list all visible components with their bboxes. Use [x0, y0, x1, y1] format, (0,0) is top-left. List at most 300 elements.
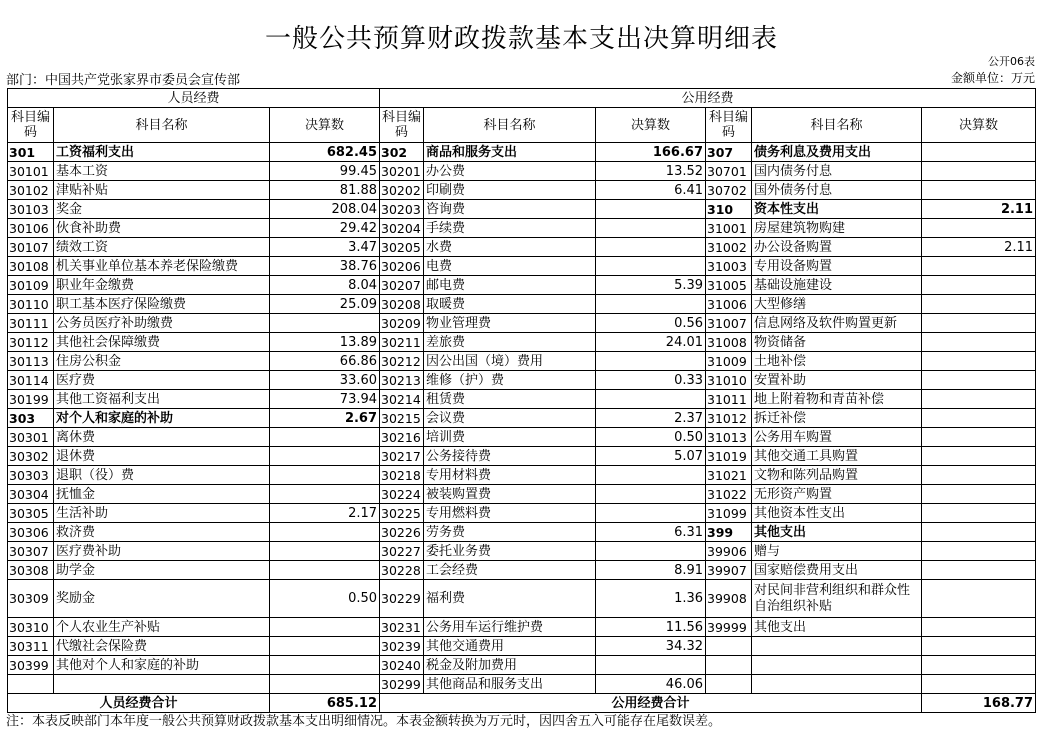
cell-name: 生活补助 [54, 504, 270, 523]
cell-amount [922, 523, 1036, 542]
cell-code: 301 [8, 143, 54, 162]
cell-name: 福利费 [424, 580, 596, 618]
cell-amount [270, 656, 380, 675]
cell-name: 伙食补助费 [54, 219, 270, 238]
cell-code [706, 656, 752, 675]
cell-name: 国家赔偿费用支出 [752, 561, 922, 580]
cell-code: 30228 [380, 561, 424, 580]
cell-amount: 2.11 [922, 238, 1036, 257]
cell-code: 31013 [706, 428, 752, 447]
table-row [8, 257, 1036, 276]
cell-amount [922, 314, 1036, 333]
cell-amount [922, 618, 1036, 637]
cell-amount [596, 238, 706, 257]
cell-amount: 2.67 [270, 409, 380, 428]
cell-name: 电费 [424, 257, 596, 276]
cell-name: 差旅费 [424, 333, 596, 352]
unit-label: 金额单位：万元 [950, 71, 1035, 85]
cell-name: 委托业务费 [424, 542, 596, 561]
cell-code: 30226 [380, 523, 424, 542]
cell-amount [270, 675, 380, 694]
cell-name: 退职（役）费 [54, 466, 270, 485]
cell-amount [596, 200, 706, 219]
cell-name: 专用燃料费 [424, 504, 596, 523]
cell-amount: 34.32 [596, 637, 706, 656]
cell-name: 信息网络及软件购置更新 [752, 314, 922, 333]
cell-name: 基础设施建设 [752, 276, 922, 295]
cell-code: 302 [380, 143, 424, 162]
cell-code: 30310 [8, 618, 54, 637]
cell-amount: 8.04 [270, 276, 380, 295]
cell-code: 30101 [8, 162, 54, 181]
cell-amount: 0.56 [596, 314, 706, 333]
cell-amount [922, 257, 1036, 276]
public-group-header: 公用经费 [380, 89, 1036, 108]
cell-code: 30211 [380, 333, 424, 352]
cell-name: 职工基本医疗保险缴费 [54, 295, 270, 314]
cell-amount [922, 504, 1036, 523]
cell-name [752, 637, 922, 656]
cell-code [706, 675, 752, 694]
code-header: 科目编码 [8, 108, 54, 143]
table-row [8, 485, 1036, 504]
table-row [8, 295, 1036, 314]
cell-name: 基本工资 [54, 162, 270, 181]
cell-name: 培训费 [424, 428, 596, 447]
cell-name: 助学金 [54, 561, 270, 580]
cell-name: 租赁费 [424, 390, 596, 409]
cell-name: 专用设备购置 [752, 257, 922, 276]
cell-amount: 2.11 [922, 200, 1036, 219]
cell-amount: 66.86 [270, 352, 380, 371]
cell-code: 30303 [8, 466, 54, 485]
cell-code: 30215 [380, 409, 424, 428]
cell-name: 救济费 [54, 523, 270, 542]
cell-amount [596, 542, 706, 561]
expenditure-table [7, 88, 1036, 713]
cell-name: 离休费 [54, 428, 270, 447]
cell-code: 30224 [380, 485, 424, 504]
cell-code: 39908 [706, 580, 752, 618]
cell-name: 税金及附加费用 [424, 656, 596, 675]
cell-amount [922, 295, 1036, 314]
cell-name: 个人农业生产补贴 [54, 618, 270, 637]
cell-code: 31021 [706, 466, 752, 485]
cell-amount [270, 542, 380, 561]
cell-name: 医疗费 [54, 371, 270, 390]
cell-code: 31022 [706, 485, 752, 504]
cell-name: 劳务费 [424, 523, 596, 542]
cell-code: 30309 [8, 580, 54, 618]
cell-name: 维修（护）费 [424, 371, 596, 390]
table-row [8, 314, 1036, 333]
cell-code: 31011 [706, 390, 752, 409]
cell-amount: 25.09 [270, 295, 380, 314]
cell-amount: 33.60 [270, 371, 380, 390]
cell-code: 307 [706, 143, 752, 162]
cell-name: 其他社会保障缴费 [54, 333, 270, 352]
cell-code: 30218 [380, 466, 424, 485]
cell-amount [922, 219, 1036, 238]
cell-code: 30213 [380, 371, 424, 390]
cell-code: 30209 [380, 314, 424, 333]
cell-amount [596, 352, 706, 371]
cell-name: 奖金 [54, 200, 270, 219]
cell-name: 工资福利支出 [54, 143, 270, 162]
cell-name [54, 675, 270, 694]
cell-name: 取暖费 [424, 295, 596, 314]
cell-name: 办公费 [424, 162, 596, 181]
cell-name: 代缴社会保险费 [54, 637, 270, 656]
cell-name: 其他对个人和家庭的补助 [54, 656, 270, 675]
cell-code: 30701 [706, 162, 752, 181]
cell-code: 30308 [8, 561, 54, 580]
cell-amount [922, 390, 1036, 409]
table-row [8, 447, 1036, 466]
cell-code: 30217 [380, 447, 424, 466]
cell-amount: 46.06 [596, 675, 706, 694]
amount-header: 决算数 [922, 108, 1036, 143]
cell-amount: 2.17 [270, 504, 380, 523]
footnote: 注：本表反映部门本年度一般公共预算财政拨款基本支出明细情况。本表金额转换为万元时，因四舍五入可能存在尾数误差。 [6, 714, 722, 729]
cell-name: 水费 [424, 238, 596, 257]
cell-amount [922, 447, 1036, 466]
cell-code: 31010 [706, 371, 752, 390]
cell-code: 30113 [8, 352, 54, 371]
cell-amount: 11.56 [596, 618, 706, 637]
table-row [8, 143, 1036, 162]
cell-code: 30240 [380, 656, 424, 675]
cell-amount: 2.37 [596, 409, 706, 428]
cell-amount [596, 656, 706, 675]
cell-code: 30306 [8, 523, 54, 542]
cell-name: 土地补偿 [752, 352, 922, 371]
cell-code: 399 [706, 523, 752, 542]
amount-header: 决算数 [270, 108, 380, 143]
cell-amount [922, 333, 1036, 352]
cell-code: 30216 [380, 428, 424, 447]
cell-amount [270, 618, 380, 637]
cell-amount: 166.67 [596, 143, 706, 162]
report-title: 一般公共预算财政拨款基本支出决算明细表 [264, 24, 778, 54]
cell-amount [922, 656, 1036, 675]
cell-code: 30212 [380, 352, 424, 371]
cell-code: 30302 [8, 447, 54, 466]
cell-amount: 99.45 [270, 162, 380, 181]
table-row [8, 656, 1036, 675]
cell-name: 绩效工资 [54, 238, 270, 257]
cell-name: 文物和陈列品购置 [752, 466, 922, 485]
table-row [8, 675, 1036, 694]
cell-code: 30103 [8, 200, 54, 219]
cell-name: 奖励金 [54, 580, 270, 618]
cell-name: 因公出国（境）费用 [424, 352, 596, 371]
table-row [8, 466, 1036, 485]
cell-amount [922, 409, 1036, 428]
cell-name: 国内债务付息 [752, 162, 922, 181]
cell-name: 工会经费 [424, 561, 596, 580]
cell-name: 其他交通工具购置 [752, 447, 922, 466]
table-row [8, 162, 1036, 181]
cell-amount: 13.89 [270, 333, 380, 352]
table-row [8, 618, 1036, 637]
cell-name: 公务用车运行维护费 [424, 618, 596, 637]
cell-code: 30205 [380, 238, 424, 257]
cell-amount [922, 276, 1036, 295]
cell-amount [922, 580, 1036, 618]
cell-name: 其他商品和服务支出 [424, 675, 596, 694]
cell-amount: 5.07 [596, 447, 706, 466]
table-row [8, 561, 1036, 580]
cell-code: 30206 [380, 257, 424, 276]
table-row [8, 428, 1036, 447]
cell-amount [922, 675, 1036, 694]
table-row [8, 276, 1036, 295]
cell-name: 退休费 [54, 447, 270, 466]
cell-amount [270, 428, 380, 447]
cell-name: 安置补助 [752, 371, 922, 390]
cell-name [752, 675, 922, 694]
cell-amount [922, 428, 1036, 447]
cell-amount [270, 447, 380, 466]
name-header: 科目名称 [54, 108, 270, 143]
cell-amount: 682.45 [270, 143, 380, 162]
cell-amount: 0.33 [596, 371, 706, 390]
cell-name: 职业年金缴费 [54, 276, 270, 295]
cell-amount [922, 143, 1036, 162]
table-row [8, 637, 1036, 656]
cell-amount [922, 162, 1036, 181]
cell-code: 30239 [380, 637, 424, 656]
cell-name: 大型修缮 [752, 295, 922, 314]
cell-code: 30214 [380, 390, 424, 409]
personnel-total-label: 人员经费合计 [8, 694, 270, 713]
cell-name: 手续费 [424, 219, 596, 238]
cell-amount: 0.50 [270, 580, 380, 618]
cell-name: 物资储备 [752, 333, 922, 352]
cell-amount [596, 485, 706, 504]
cell-amount [596, 466, 706, 485]
cell-amount [922, 466, 1036, 485]
cell-amount: 13.52 [596, 162, 706, 181]
cell-name: 赠与 [752, 542, 922, 561]
cell-code: 31002 [706, 238, 752, 257]
form-code: 公开06表 [988, 55, 1035, 68]
cell-amount [596, 295, 706, 314]
cell-amount: 3.47 [270, 238, 380, 257]
cell-code: 30299 [380, 675, 424, 694]
cell-name: 公务员医疗补助缴费 [54, 314, 270, 333]
name-header: 科目名称 [752, 108, 922, 143]
cell-name: 印刷费 [424, 181, 596, 200]
cell-code: 30202 [380, 181, 424, 200]
cell-code: 30112 [8, 333, 54, 352]
cell-name: 住房公积金 [54, 352, 270, 371]
column-header-row [8, 108, 1036, 143]
table-row [8, 409, 1036, 428]
cell-amount: 6.41 [596, 181, 706, 200]
cell-code: 30114 [8, 371, 54, 390]
cell-code: 39999 [706, 618, 752, 637]
cell-name: 国外债务付息 [752, 181, 922, 200]
table-row [8, 181, 1036, 200]
cell-code [706, 637, 752, 656]
cell-name [752, 656, 922, 675]
cell-amount: 8.91 [596, 561, 706, 580]
cell-name: 医疗费补助 [54, 542, 270, 561]
cell-name: 商品和服务支出 [424, 143, 596, 162]
cell-amount [922, 485, 1036, 504]
cell-code: 30201 [380, 162, 424, 181]
cell-code: 39906 [706, 542, 752, 561]
cell-name: 物业管理费 [424, 314, 596, 333]
cell-amount [270, 466, 380, 485]
cell-name: 房屋建筑物购建 [752, 219, 922, 238]
cell-code: 30203 [380, 200, 424, 219]
cell-name: 抚恤金 [54, 485, 270, 504]
cell-name: 专用材料费 [424, 466, 596, 485]
cell-name: 其他支出 [752, 618, 922, 637]
cell-code: 30110 [8, 295, 54, 314]
cell-amount [596, 390, 706, 409]
cell-amount [922, 542, 1036, 561]
table-row [8, 504, 1036, 523]
public-total-value: 168.77 [922, 694, 1036, 713]
cell-amount [922, 637, 1036, 656]
cell-amount [270, 561, 380, 580]
cell-amount [596, 504, 706, 523]
cell-amount [922, 352, 1036, 371]
cell-code: 30102 [8, 181, 54, 200]
cell-name: 咨询费 [424, 200, 596, 219]
cell-code: 30305 [8, 504, 54, 523]
cell-name: 机关事业单位基本养老保险缴费 [54, 257, 270, 276]
cell-amount: 5.39 [596, 276, 706, 295]
cell-code: 31008 [706, 333, 752, 352]
cell-amount: 208.04 [270, 200, 380, 219]
cell-code: 30107 [8, 238, 54, 257]
cell-amount [596, 219, 706, 238]
cell-amount [270, 314, 380, 333]
cell-name: 其他资本性支出 [752, 504, 922, 523]
cell-amount: 38.76 [270, 257, 380, 276]
cell-amount: 0.50 [596, 428, 706, 447]
cell-code: 31003 [706, 257, 752, 276]
personnel-group-header: 人员经费 [8, 89, 380, 108]
cell-amount: 73.94 [270, 390, 380, 409]
cell-amount: 1.36 [596, 580, 706, 618]
cell-code: 31099 [706, 504, 752, 523]
cell-code: 30231 [380, 618, 424, 637]
cell-code: 303 [8, 409, 54, 428]
cell-code: 30106 [8, 219, 54, 238]
cell-amount [922, 561, 1036, 580]
cell-name: 无形资产购置 [752, 485, 922, 504]
cell-code: 31009 [706, 352, 752, 371]
name-header: 科目名称 [424, 108, 596, 143]
cell-name: 会议费 [424, 409, 596, 428]
cell-code: 30311 [8, 637, 54, 656]
cell-code: 30204 [380, 219, 424, 238]
personnel-total-value: 685.12 [270, 694, 380, 713]
cell-name: 其他支出 [752, 523, 922, 542]
cell-name: 债务利息及费用支出 [752, 143, 922, 162]
cell-amount: 24.01 [596, 333, 706, 352]
cell-code: 30304 [8, 485, 54, 504]
cell-name: 其他工资福利支出 [54, 390, 270, 409]
cell-name: 其他交通费用 [424, 637, 596, 656]
cell-code: 30301 [8, 428, 54, 447]
cell-amount [596, 257, 706, 276]
code-header: 科目编码 [706, 108, 752, 143]
cell-name: 津贴补贴 [54, 181, 270, 200]
cell-code: 31005 [706, 276, 752, 295]
table-row [8, 352, 1036, 371]
table-row [8, 219, 1036, 238]
cell-amount [270, 637, 380, 656]
cell-name: 公务接待费 [424, 447, 596, 466]
cell-amount [922, 181, 1036, 200]
cell-amount: 29.42 [270, 219, 380, 238]
cell-code: 30208 [380, 295, 424, 314]
cell-name: 被装购置费 [424, 485, 596, 504]
cell-name: 资本性支出 [752, 200, 922, 219]
cell-amount [270, 523, 380, 542]
cell-name: 对民间非营利组织和群众性自治组织补贴 [752, 580, 922, 618]
cell-code: 39907 [706, 561, 752, 580]
table-row [8, 200, 1036, 219]
cell-amount [270, 485, 380, 504]
table-row [8, 371, 1036, 390]
cell-code: 31019 [706, 447, 752, 466]
cell-code: 30108 [8, 257, 54, 276]
cell-amount: 81.88 [270, 181, 380, 200]
table-row [8, 542, 1036, 561]
cell-code: 31012 [706, 409, 752, 428]
amount-header: 决算数 [596, 108, 706, 143]
cell-amount [922, 371, 1036, 390]
table-row [8, 523, 1036, 542]
cell-name: 邮电费 [424, 276, 596, 295]
cell-code: 31007 [706, 314, 752, 333]
department-label: 部门：中国共产党张家界市委员会宣传部 [6, 73, 241, 88]
cell-amount: 6.31 [596, 523, 706, 542]
table-row [8, 580, 1036, 618]
cell-code: 30207 [380, 276, 424, 295]
table-row [8, 238, 1036, 257]
table-row [8, 333, 1036, 352]
cell-code: 30399 [8, 656, 54, 675]
table-row [8, 390, 1036, 409]
cell-code: 30199 [8, 390, 54, 409]
cell-code: 310 [706, 200, 752, 219]
cell-code: 30227 [380, 542, 424, 561]
group-header-row [8, 89, 1036, 108]
cell-code: 30307 [8, 542, 54, 561]
cell-name: 办公设备购置 [752, 238, 922, 257]
cell-code: 31006 [706, 295, 752, 314]
code-header: 科目编码 [380, 108, 424, 143]
cell-code [8, 675, 54, 694]
cell-code: 30109 [8, 276, 54, 295]
cell-code: 30702 [706, 181, 752, 200]
cell-code: 30229 [380, 580, 424, 618]
cell-name: 对个人和家庭的补助 [54, 409, 270, 428]
public-total-label: 公用经费合计 [380, 694, 922, 713]
cell-name: 公务用车购置 [752, 428, 922, 447]
cell-code: 30225 [380, 504, 424, 523]
cell-name: 拆迁补偿 [752, 409, 922, 428]
